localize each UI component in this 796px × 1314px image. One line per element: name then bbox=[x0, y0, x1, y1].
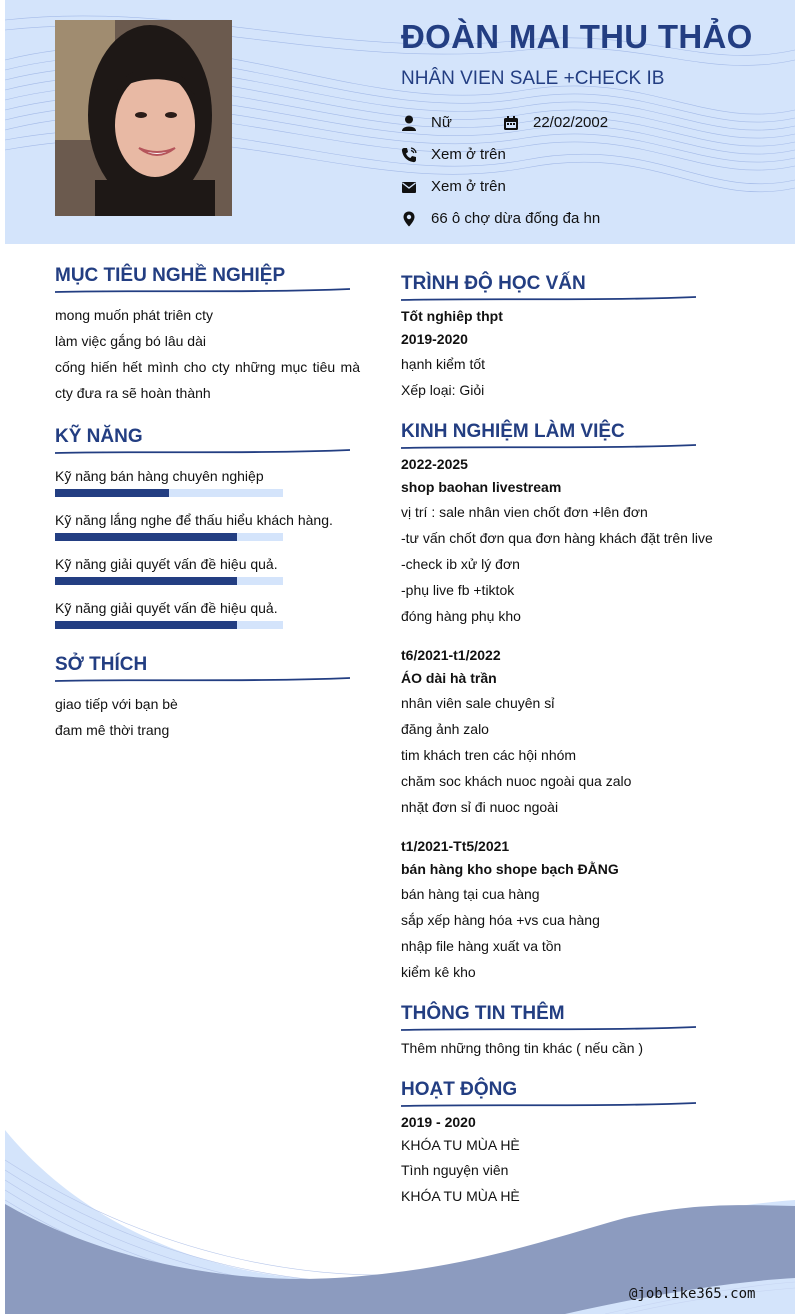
envelope-icon bbox=[401, 179, 417, 195]
skills-title: KỸ NĂNG bbox=[55, 426, 143, 447]
job-company: bán hàng kho shope bạch ĐẰNG bbox=[401, 861, 619, 877]
activity-line: Tình nguyện viên bbox=[401, 1162, 509, 1178]
job-line: -check ib xử lý đơn bbox=[401, 556, 520, 572]
gender-value: Nữ bbox=[431, 114, 452, 131]
skills-underline bbox=[55, 449, 350, 455]
address-value: 66 ô chợ dừa đống đa hn bbox=[431, 210, 601, 227]
job-line: đăng ảnh zalo bbox=[401, 721, 489, 737]
education-title: TRÌNH ĐỘ HỌC VẤN bbox=[401, 273, 586, 294]
objective-line: làm việc gắng bó lâu dài bbox=[55, 333, 206, 349]
job-line: sắp xếp hàng hóa +vs cua hàng bbox=[401, 912, 600, 928]
candidate-name: ĐOÀN MAI THU THẢO bbox=[401, 18, 753, 55]
education-line: Xếp loại: Giỏi bbox=[401, 382, 485, 398]
calendar-icon bbox=[503, 115, 519, 131]
hobbies-underline bbox=[55, 677, 350, 683]
job-company: shop baohan livestream bbox=[401, 479, 562, 495]
phone-icon bbox=[401, 147, 417, 163]
phone-row bbox=[401, 146, 506, 163]
skill-bar-fill bbox=[55, 489, 169, 497]
activities-underline bbox=[401, 1102, 696, 1108]
job-line: tim khách tren các hội nhóm bbox=[401, 747, 577, 763]
job-line: -phụ live fb +tiktok bbox=[401, 582, 515, 598]
birthdate-row bbox=[503, 114, 608, 131]
skill-bar-fill bbox=[55, 577, 237, 585]
job-line: bán hàng tại cua hàng bbox=[401, 886, 540, 902]
skill-label: Kỹ năng lắng nghe để thấu hiểu khách hàng. bbox=[55, 512, 333, 528]
job-period: 2022-2025 bbox=[401, 456, 468, 472]
job-line: -tư vấn chốt đơn qua đơn hàng khách đặt trên live bbox=[401, 530, 713, 546]
footer-waves bbox=[5, 1100, 795, 1314]
hobby-line: đam mê thời trang bbox=[55, 722, 170, 738]
birthdate-value: 22/02/2002 bbox=[533, 114, 609, 131]
education-line: hạnh kiểm tốt bbox=[401, 356, 486, 372]
experience-underline bbox=[401, 444, 696, 450]
skill-label: Kỹ năng giải quyết vấn đề hiệu quả. bbox=[55, 556, 278, 572]
job-line: nhập file hàng xuất va tồn bbox=[401, 938, 562, 954]
skill-bar bbox=[55, 577, 283, 585]
objective-line: mong muốn phát triên cty bbox=[55, 307, 213, 323]
job-line: nhặt đơn sỉ đi nuoc ngoài bbox=[401, 799, 559, 815]
activity-period: 2019 - 2020 bbox=[401, 1114, 476, 1130]
activities-title: HOẠT ĐỘNG bbox=[401, 1079, 518, 1100]
address-row bbox=[401, 210, 600, 227]
objective-underline bbox=[55, 288, 350, 294]
activity-line: KHÓA TU MÙA HÈ bbox=[401, 1137, 520, 1153]
objective-title: MỤC TIÊU NGHỀ NGHIỆP bbox=[55, 265, 286, 286]
gender-row bbox=[401, 114, 452, 131]
extra-line: Thêm những thông tin khác ( nếu cần ) bbox=[401, 1040, 644, 1056]
email-value: Xem ở trên bbox=[431, 178, 506, 195]
profile-photo bbox=[55, 20, 232, 216]
skill-bar bbox=[55, 533, 283, 541]
job-line: đóng hàng phụ kho bbox=[401, 608, 521, 624]
email-row bbox=[401, 178, 506, 195]
hobbies-title: SỞ THÍCH bbox=[55, 654, 148, 675]
job-line: chăm soc khách nuoc ngoài qua zalo bbox=[401, 773, 632, 789]
skill-bar-fill bbox=[55, 533, 237, 541]
user-icon bbox=[401, 115, 417, 131]
extra-underline bbox=[401, 1026, 696, 1032]
skill-label: Kỹ năng giải quyết vấn đề hiệu quả. bbox=[55, 600, 278, 616]
job-period: t1/2021-Tt5/2021 bbox=[401, 838, 510, 854]
job-company: ÁO dài hà trần bbox=[401, 670, 497, 686]
footer-credit[interactable]: @joblike365.com bbox=[629, 1286, 756, 1302]
education-school: Tốt nghiêp thpt bbox=[401, 308, 503, 324]
phone-value: Xem ở trên bbox=[431, 146, 506, 163]
skill-label: Kỹ năng bán hàng chuyên nghiệp bbox=[55, 468, 264, 484]
objective-line: cty đưa ra sẽ hoàn thành bbox=[55, 385, 211, 401]
job-title: NHÂN VIEN SALE +CHECK IB bbox=[401, 68, 665, 89]
hobby-line: giao tiếp với bạn bè bbox=[55, 696, 178, 712]
skill-bar-fill bbox=[55, 621, 237, 629]
skill-bar bbox=[55, 489, 283, 497]
job-line: nhân viên sale chuyên sỉ bbox=[401, 695, 555, 711]
skill-bar bbox=[55, 621, 283, 629]
job-period: t6/2021-t1/2022 bbox=[401, 647, 501, 663]
education-underline bbox=[401, 296, 696, 302]
job-line: vị trí : sale nhân vien chốt đơn +lên đơn bbox=[401, 504, 648, 520]
experience-title: KINH NGHIỆM LÀM VIỆC bbox=[401, 421, 625, 442]
education-period: 2019-2020 bbox=[401, 331, 468, 347]
extra-title: THÔNG TIN THÊM bbox=[401, 1003, 565, 1024]
location-pin-icon bbox=[401, 211, 417, 227]
job-line: kiểm kê kho bbox=[401, 964, 476, 980]
cv-page bbox=[5, 0, 795, 1314]
objective-line: cống hiến hết mình cho cty những mục tiêu mà bbox=[55, 359, 360, 375]
activity-line: KHÓA TU MÙA HÈ bbox=[401, 1188, 520, 1204]
